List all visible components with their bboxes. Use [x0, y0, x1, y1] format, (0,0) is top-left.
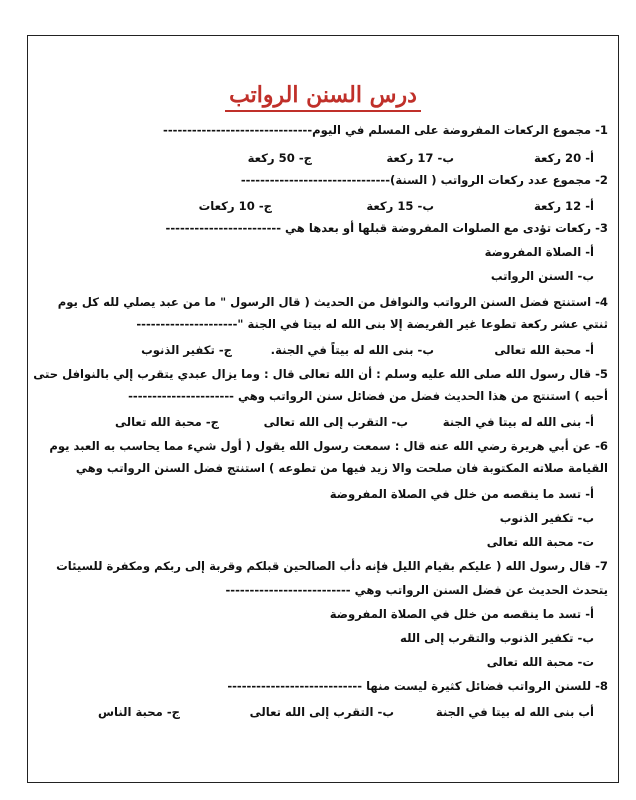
- option-c: ج- محبة الناس: [98, 705, 180, 719]
- option-a: أ- تسد ما ينقصه من خلل في الصلاة المفروضة: [329, 607, 594, 621]
- question-6-text-line-1: 6- عن أبي هريرة رضي الله عنه قال : سمعت رسول الله يقول ( أول شيء مما يحاسب به العبد يوم: [49, 439, 608, 453]
- question-6-text-line-2: القيامة صلاته المكتوبة فان صلحت والا زيد فيها من تطوعه ) استنتج فضل السنن الرواتب وهي: [75, 461, 608, 475]
- option-a: أ- تسد ما ينقصه من خلل في الصلاة المفروضة: [329, 487, 594, 501]
- question-6-option-b: [40, 510, 604, 526]
- option-c: ج- محبة الله تعالى: [115, 415, 219, 429]
- option-b: ب- السنن الرواتب: [490, 269, 594, 283]
- question-5-text-line-2: أحبه ) استنتج من هذا الحديث فضل من فضائل سنن الرواتب وهي ----------------------: [128, 389, 608, 403]
- question-7-text-line-1: 7- قال رسول الله ( عليكم بقيام الليل فإنه دأب الصالحين قبلكم وقربة إلى ربكم ومكفرة للسيئات: [56, 559, 608, 573]
- option-c: ج- تكفير الذنوب: [141, 343, 232, 357]
- question-1-text: 1- مجموع الركعات المفروضة على المسلم في اليوم-------------------------------: [163, 123, 608, 137]
- worksheet-page: [27, 35, 619, 783]
- question-7-text-line-2: يتحدث الحديث عن فضل السنن الرواتب وهي --------------------------: [225, 583, 608, 597]
- question-3-text: 3- ركعات تؤدى مع الصلوات المفروضة قبلها أو بعدها هي ------------------------: [165, 221, 608, 235]
- page-title: درس السنن الرواتب: [28, 82, 618, 108]
- option-c: ج- 50 ركعة: [247, 151, 312, 165]
- option-b: ب- تكفير الذنوب والتقرب إلى الله: [400, 631, 594, 645]
- question-4-text-line-2: ثنتي عشر ركعة تطوعا غير الفريضة إلا بنى الله له بيتا في الجنة "---------------------: [136, 317, 608, 331]
- question-3-option-a: [40, 244, 604, 260]
- question-8-options: [40, 704, 604, 720]
- question-7-option-a: [40, 606, 604, 622]
- question-6-option-a: [40, 486, 604, 502]
- option-b: ب- التقرب إلى الله تعالى: [249, 705, 394, 719]
- option-a: أ- محبة الله تعالى: [494, 343, 594, 357]
- question-2-text: 2- مجموع عدد ركعات الرواتب ( السنة)-------------------------------: [240, 173, 608, 187]
- question-6-option-c: [40, 534, 604, 550]
- option-a: أ- 12 ركعة: [534, 199, 594, 213]
- question-7-option-c: [40, 654, 604, 670]
- question-5-text-line-1: 5- قال رسول الله صلى الله عليه وسلم : أن الله تعالى قال : وما يزال عبدي يتقرب إلي بالنوافل حتى: [33, 367, 608, 381]
- question-7-option-b: [40, 630, 604, 646]
- option-a: أ- 20 ركعة: [534, 151, 594, 165]
- question-4-text-line-1: 4- استنتج فضل السنن الرواتب والنوافل من الحديث ( قال الرسول " ما من عبد يصلي لله كل يوم: [57, 295, 608, 309]
- option-b: ب- تكفير الذنوب: [499, 511, 594, 525]
- option-c: ت- محبة الله تعالى: [486, 535, 594, 549]
- option-a: أ- الصلاة المفروضة: [484, 245, 594, 259]
- question-5-options: [40, 414, 604, 430]
- question-2-options: [40, 198, 604, 214]
- option-a: أ- بنى الله له بيتا في الجنة: [442, 415, 594, 429]
- option-a: أب بنى الله له بيتا في الجنة: [435, 705, 594, 719]
- question-4-options: [40, 342, 604, 358]
- option-b: ب- 17 ركعة: [386, 151, 454, 165]
- option-b: ب- 15 ركعة: [366, 199, 434, 213]
- option-b: ب- بنى الله له بيتاً في الجنة.: [270, 343, 434, 357]
- option-c: ت- محبة الله تعالى: [486, 655, 594, 669]
- question-3-option-b: [40, 268, 604, 284]
- question-1-options: [40, 150, 604, 166]
- option-c: ج- 10 ركعات: [198, 199, 272, 213]
- question-8-text: 8- للسنن الرواتب فضائل كثيرة ليست منها ----------------------------: [227, 679, 608, 693]
- option-b: ب- التقرب إلى الله تعالى: [263, 415, 408, 429]
